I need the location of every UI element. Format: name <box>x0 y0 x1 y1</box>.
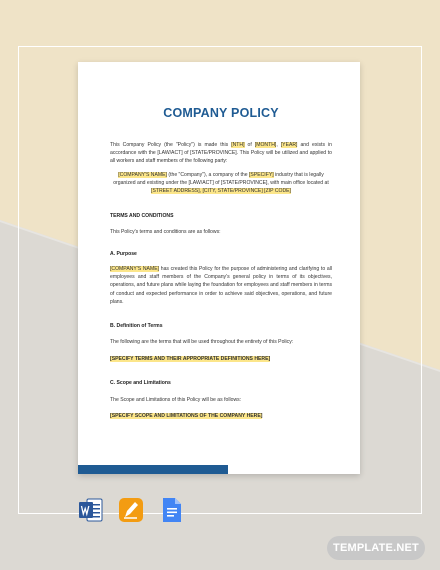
document-title: COMPANY POLICY <box>163 106 279 120</box>
terms-heading: TERMS AND CONDITIONS <box>110 213 174 219</box>
section-a-paragraph: [COMPANY'S NAME] has created this Policy for the purpose of administering and clarifying to all employees and staff members of the Company's general policy in terms of its objectives, operations, and future plans while laying the foundation for employees and staff members in terms of conduct and expected performance in order to achieve said objectives, operations, and future plans. <box>110 266 332 305</box>
document-footer-bar <box>78 465 228 474</box>
section-a-heading: A. Purpose <box>110 251 137 257</box>
word-icon[interactable] <box>78 497 104 523</box>
section-b-heading: B. Definition of Terms <box>110 323 163 329</box>
section-c-placeholder: [SPECIFY SCOPE AND LIMITATIONS OF THE COMPANY HERE] <box>110 413 263 419</box>
section-c-heading: C. Scope and Limitations <box>110 380 171 386</box>
section-b-placeholder: [SPECIFY TERMS AND THEIR APPROPRIATE DEFINITIONS HERE] <box>110 356 271 362</box>
section-b-text: The following are the terms that will be used throughout the entirety of this Policy: <box>110 339 294 345</box>
document-page <box>78 62 360 474</box>
pages-icon[interactable] <box>118 497 144 523</box>
party-paragraph: [COMPANY'S NAME] (the "Company"), a company of the [SPECIFY] industry that is legally organized and existing under the [LAW/ACT] of [STATE/PROVINCE], with main office located at [STREET ADDRESS], [CITY, STATE/PROVINCE] [ZIP CODE] <box>113 172 329 195</box>
intro-paragraph: This Company Policy (the "Policy") is made this [NTH] of [MONTH], [YEAR] and exists in accordance with the [LAW/ACT] of [STATE/PROVINCE]. This Policy will be utilized and applied to all workers and staff members of the following party: <box>110 142 332 165</box>
brand-watermark[interactable]: TEMPLATE.NET <box>327 536 425 560</box>
section-c-text: The Scope and Limitations of this Policy will be as follows: <box>110 397 242 403</box>
google-docs-icon[interactable] <box>158 497 184 523</box>
terms-text: This Policy's terms and conditions are as follows: <box>110 229 221 235</box>
